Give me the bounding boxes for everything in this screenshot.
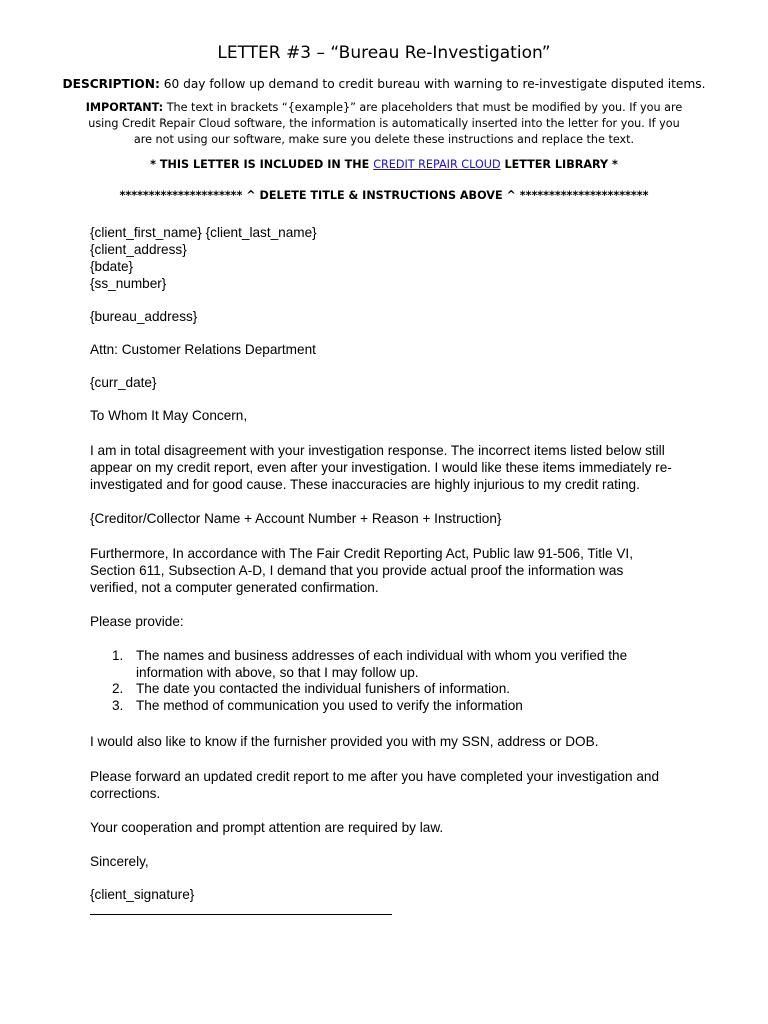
list-number: 2. <box>112 681 124 696</box>
description-text: 60 day follow up demand to credit bureau with warning to re-investigate disputed items. <box>159 77 706 91</box>
description-label: DESCRIPTION: <box>62 77 160 91</box>
creditor-placeholder: {Creditor/Collector Name + Account Number + Reason + Instruction} <box>90 511 502 526</box>
client-name: {client_first_name} {client_last_name} <box>90 225 317 240</box>
important-note <box>78 100 690 148</box>
list-text: The date you contacted the individual funishers of information. <box>136 681 511 696</box>
client-signature: {client_signature} <box>90 887 195 902</box>
library-note-suffix: LETTER LIBRARY * <box>500 158 618 171</box>
paragraph-updated-report: Please forward an updated credit report to me after you have completed your investigation and corrections. <box>90 769 660 801</box>
paragraph-disagreement: I am in total disagreement with your investigation response. The incorrect items listed below still appear on my credit report, even after your investigation. I would like these items immediately re-investigated and for good cause. These inaccuracies are highly injurious to my credit rating. <box>90 443 672 492</box>
attention-line: Attn: Customer Relations Department <box>90 342 316 357</box>
client-address: {client_address} <box>90 242 187 257</box>
list-text: The names and business addresses of each individual with whom you verified the information with above, so that I may follow up. <box>136 648 628 680</box>
list-item <box>90 681 650 698</box>
important-label: IMPORTANT: <box>85 101 164 114</box>
letter-title: LETTER #3 – “Bureau Re-Investigation” <box>217 43 551 63</box>
delete-instructions-line: ********************* ^ DELETE TITLE & INSTRUCTIONS ABOVE ^ ********************** <box>119 189 649 202</box>
library-note <box>0 157 768 173</box>
bureau-address: {bureau_address} <box>90 309 198 324</box>
birth-date: {bdate} <box>90 259 134 274</box>
sender-block <box>90 224 690 292</box>
please-provide: Please provide: <box>90 614 184 629</box>
signature-line <box>90 914 392 915</box>
paragraph-cooperation: Your cooperation and prompt attention are required by law. <box>90 820 444 835</box>
description-line <box>0 76 768 93</box>
list-text: The method of communication you used to verify the information <box>136 697 523 713</box>
paragraph-furnisher: I would also like to know if the furnisher provided you with my SSN, address or DOB. <box>90 734 599 749</box>
credit-repair-cloud-link[interactable]: CREDIT REPAIR CLOUD <box>373 158 501 171</box>
list-item <box>90 698 650 715</box>
closing: Sincerely, <box>90 854 149 869</box>
list-number: 3. <box>112 697 124 713</box>
provide-list <box>90 648 650 714</box>
list-number: 1. <box>112 648 124 663</box>
current-date: {curr_date} <box>90 375 157 390</box>
important-text: The text in brackets “{example}” are placeholders that must be modified by you. If you are using Credit Repair Cloud software, the information is automatically inserted into the letter for you. If you are not using our software, make sure you delete these instructions and replace the text. <box>88 101 683 146</box>
greeting: To Whom It May Concern, <box>90 408 248 423</box>
list-item <box>90 648 650 681</box>
paragraph-fcra: Furthermore, In accordance with The Fair Credit Reporting Act, Public law 91-506, Title VI, Section 611, Subsection A-D, I demand that you provide actual proof the information was verified, not a computer generated confirmation. <box>90 546 633 595</box>
ss-number: {ss_number} <box>90 276 167 291</box>
library-note-prefix: * THIS LETTER IS INCLUDED IN THE <box>150 158 374 171</box>
